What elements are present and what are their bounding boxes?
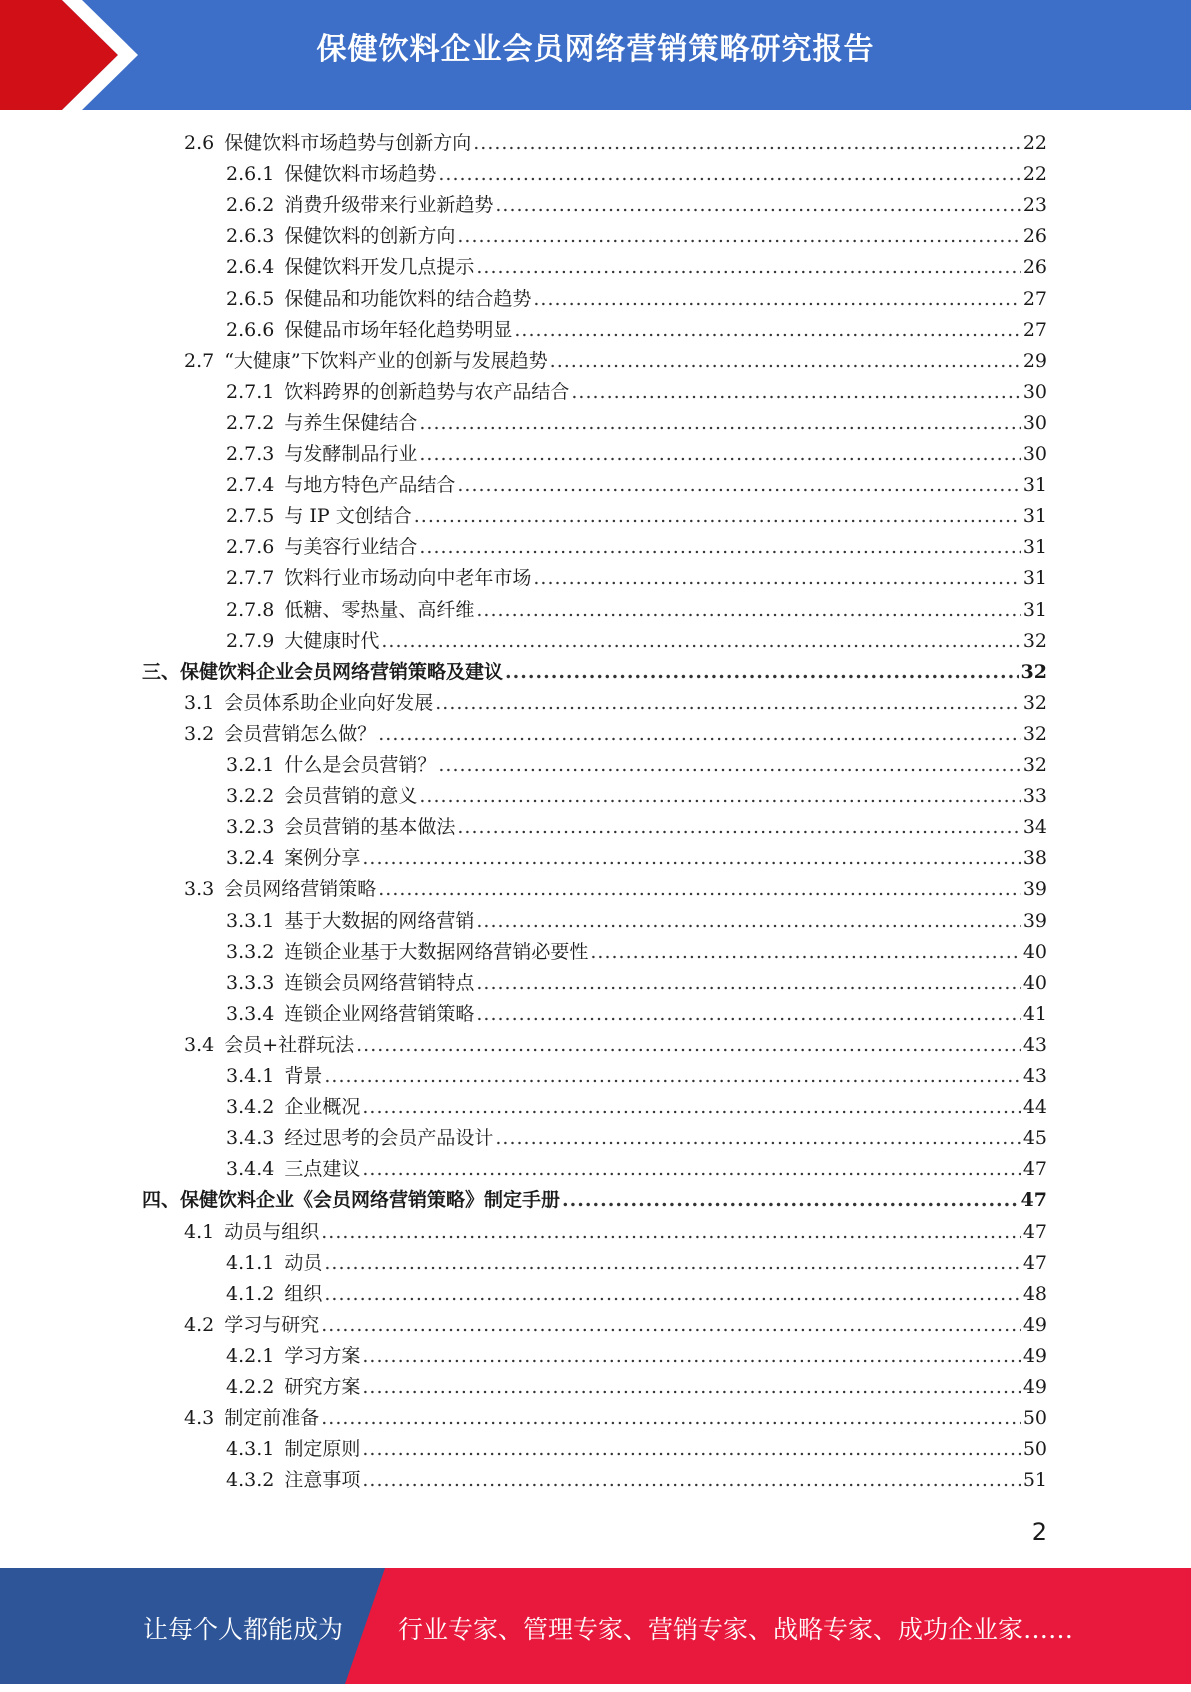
toc-leader-dots <box>419 532 1020 563</box>
toc-entry-number: 3.1 <box>184 691 215 714</box>
toc-entry-page: 41 <box>1022 1002 1047 1025</box>
toc-leader-dots <box>321 1217 1021 1248</box>
toc-leader-dots <box>414 501 1021 532</box>
toc-entry-page: 31 <box>1022 536 1047 559</box>
toc-entry-label: 会员营销的意义 <box>284 785 418 808</box>
toc-entry[interactable] <box>0 346 1047 377</box>
toc-entry-page: 51 <box>1022 1469 1047 1492</box>
toc-leader-dots <box>476 906 1020 937</box>
toc-entry[interactable] <box>0 1123 1047 1154</box>
toc-leader-dots <box>495 190 1020 221</box>
toc-entry[interactable] <box>0 1434 1047 1465</box>
toc-entry-label: 会员体系助企业向好发展 <box>224 691 434 714</box>
page-footer <box>0 1568 1191 1684</box>
toc-entry-number: 2.6.4 <box>226 256 275 279</box>
footer-slogan-left: 让每个人都能成为 <box>143 1615 344 1644</box>
toc-entry-label: 企业概况 <box>284 1096 361 1119</box>
toc-entry-label: 动员与组织 <box>224 1220 320 1243</box>
toc-entry-label: 保健饮料市场趋势与创新方向 <box>224 132 472 154</box>
toc-entry[interactable] <box>0 408 1047 439</box>
toc-entry-label: 连锁企业网络营销策略 <box>284 1002 475 1025</box>
toc-leader-dots <box>457 470 1020 501</box>
toc-leader-dots <box>562 1185 1019 1216</box>
toc-entry[interactable] <box>0 470 1047 501</box>
toc-entry-number: 3.3.3 <box>226 971 275 994</box>
toc-leader-dots <box>457 221 1020 252</box>
toc-entry-number: 4.1 <box>184 1220 215 1243</box>
toc-entry-label: 保健饮料市场趋势 <box>284 163 437 186</box>
toc-entry-number: 3.4.3 <box>226 1127 275 1150</box>
toc-entry-label: 什么是会员营销？ <box>284 754 437 776</box>
toc-leader-dots <box>533 563 1020 594</box>
toc-leader-dots <box>435 688 1021 719</box>
toc-entry-label: 学习与研究 <box>224 1313 320 1336</box>
toc-leader-dots <box>438 750 1020 781</box>
toc-entry-number: 3.3.1 <box>226 909 275 932</box>
toc-entry-label: 会员营销怎么做？ <box>224 722 377 745</box>
toc-entry[interactable] <box>0 657 1047 688</box>
toc-entry-page: 47 <box>1022 1220 1047 1243</box>
footer-slogan-right: 行业专家、管理专家、营销专家、战略专家、成功企业家…… <box>398 1615 1074 1644</box>
toc-entry[interactable] <box>0 1341 1047 1372</box>
toc-entry-number: 3.2.2 <box>226 785 275 808</box>
toc-leader-dots <box>438 159 1020 190</box>
toc-entry-number: 4.1.2 <box>226 1282 275 1305</box>
toc-entry[interactable] <box>0 221 1047 252</box>
toc-entry[interactable] <box>0 1217 1047 1248</box>
toc-entry-label: 动员 <box>284 1251 323 1274</box>
toc-entry[interactable] <box>0 1092 1047 1123</box>
toc-entry-page: 32 <box>1020 660 1047 683</box>
toc-entry-page: 49 <box>1022 1344 1047 1367</box>
toc-entry-page: 49 <box>1022 1376 1047 1398</box>
toc-entry[interactable] <box>0 968 1047 999</box>
toc-entry-page: 50 <box>1022 1438 1047 1461</box>
toc-entry-number: 2.7.6 <box>226 536 275 559</box>
toc-entry-page: 47 <box>1022 1158 1047 1181</box>
document-title: 保健饮料企业会员网络营销策略研究报告 <box>316 32 875 67</box>
toc-entry[interactable] <box>0 1248 1047 1279</box>
toc-entry-page: 26 <box>1022 256 1047 279</box>
toc-entry-page: 39 <box>1022 878 1047 901</box>
toc-entry-label: 大健康时代 <box>284 629 380 652</box>
toc-leader-dots <box>362 1154 1020 1185</box>
toc-leader-dots <box>362 1434 1020 1465</box>
toc-entry-number: 4.3 <box>184 1407 215 1430</box>
toc-entry-label: 制定前准备 <box>224 1407 320 1430</box>
toc-entry-number: 3.4.2 <box>226 1096 275 1119</box>
toc-entry-label: 制定原则 <box>284 1438 361 1461</box>
toc-leader-dots <box>324 1279 1020 1310</box>
toc-entry-number: 3.3 <box>184 878 215 901</box>
toc-leader-dots <box>381 626 1020 657</box>
toc-entry-number: 4.2.1 <box>226 1344 275 1367</box>
toc-entry-number: 2.7.2 <box>226 411 275 434</box>
toc-entry-page: 30 <box>1022 411 1047 434</box>
toc-entry-page: 38 <box>1022 847 1047 870</box>
toc-entry-number: 2.6.3 <box>226 225 275 248</box>
toc-entry-label: 消费升级带来行业新趋势 <box>284 194 494 217</box>
toc-leader-dots <box>476 595 1020 626</box>
toc-entry-page: 31 <box>1022 598 1047 621</box>
toc-leader-dots <box>476 968 1020 999</box>
toc-entry-page: 26 <box>1022 225 1047 248</box>
toc-entry-number: 2.7.7 <box>226 567 275 590</box>
toc-entry-number: 2.6.2 <box>226 194 275 217</box>
toc-entry-label: 与养生保健结合 <box>284 411 418 434</box>
toc-entry[interactable] <box>0 719 1047 750</box>
toc-entry-page: 49 <box>1022 1313 1047 1336</box>
toc-entry[interactable] <box>0 1310 1047 1341</box>
toc-leader-dots <box>324 1061 1020 1092</box>
toc-entry-number: 3.2.1 <box>226 754 275 776</box>
toc-entry-label: 会员+社群玩法 <box>224 1033 355 1056</box>
toc-entry-number: 3.2 <box>184 722 215 745</box>
toc-entry[interactable] <box>0 439 1047 470</box>
toc-leader-dots <box>514 315 1020 346</box>
toc-entry-label: 三、保健饮料企业会员网络营销策略及建议 <box>142 660 504 683</box>
toc-entry-page: 47 <box>1022 1251 1047 1274</box>
toc-leader-dots <box>419 781 1020 812</box>
toc-entry-number: 2.7.8 <box>226 598 275 621</box>
toc-entry-page: 45 <box>1022 1127 1047 1150</box>
toc-entry-label: 连锁会员网络营销特点 <box>284 971 475 994</box>
toc-entry-label: 研究方案 <box>284 1376 361 1398</box>
toc-entry[interactable] <box>0 1061 1047 1092</box>
toc-leader-dots <box>495 1123 1020 1154</box>
toc-leader-dots <box>362 843 1020 874</box>
toc-entry-number: 2.6.5 <box>226 287 275 310</box>
toc-entry-page: 47 <box>1020 1189 1047 1212</box>
toc-leader-dots <box>362 1465 1020 1496</box>
toc-entry[interactable] <box>0 874 1047 905</box>
toc-entry[interactable] <box>0 937 1047 968</box>
toc-leader-dots <box>476 999 1020 1030</box>
toc-entry-page: 32 <box>1022 754 1047 776</box>
toc-entry[interactable] <box>0 1403 1047 1434</box>
toc-entry-page: 33 <box>1022 785 1047 808</box>
toc-entry-number: 2.7 <box>184 349 215 372</box>
toc-entry[interactable] <box>0 688 1047 719</box>
toc-entry-page: 40 <box>1022 940 1047 963</box>
toc-entry-number: 4.3.2 <box>226 1469 275 1492</box>
toc-entry-label: 组织 <box>284 1282 323 1305</box>
toc-entry-page: 32 <box>1022 722 1047 745</box>
toc-entry-number: 2.7.1 <box>226 380 275 403</box>
toc-entry-number: 3.3.4 <box>226 1002 275 1025</box>
toc-leader-dots <box>590 937 1020 968</box>
toc-leader-dots <box>473 128 1021 159</box>
toc-entry-number: 2.6.1 <box>226 163 275 186</box>
toc-entry-number: 4.3.1 <box>226 1438 275 1461</box>
toc-entry-label: 饮料跨界的创新趋势与农产品结合 <box>284 380 570 403</box>
toc-entry-number: 4.2 <box>184 1313 215 1336</box>
toc-entry[interactable] <box>0 501 1047 532</box>
toc-leader-dots <box>356 1030 1021 1061</box>
toc-entry-label: 低糖、零热量、高纤维 <box>284 598 475 621</box>
toc-entry-page: 27 <box>1022 318 1047 341</box>
toc-leader-dots <box>571 377 1020 408</box>
toc-entry-number: 2.7.3 <box>226 443 275 465</box>
toc-leader-dots <box>457 812 1020 843</box>
toc-entry-page: 32 <box>1022 691 1047 714</box>
toc-entry-page: 34 <box>1022 816 1047 839</box>
toc-entry-page: 30 <box>1022 380 1047 403</box>
toc-leader-dots <box>321 1403 1021 1434</box>
toc-leader-dots <box>419 439 1020 470</box>
toc-entry-label: 会员营销的基本做法 <box>284 816 456 839</box>
toc-leader-dots <box>378 719 1021 750</box>
toc-entry[interactable] <box>0 128 1047 159</box>
toc-entry-page: 27 <box>1022 287 1047 310</box>
toc-entry-label: 与地方特色产品结合 <box>284 474 456 497</box>
toc-entry-number: 2.7.5 <box>226 505 275 528</box>
toc-entry[interactable] <box>0 1372 1047 1403</box>
toc-entry[interactable] <box>0 315 1047 346</box>
toc-entry-page: 22 <box>1022 132 1047 154</box>
toc-entry-label: 背景 <box>284 1065 323 1087</box>
toc-entry[interactable] <box>0 159 1047 190</box>
toc-entry-number: 2.7.9 <box>226 629 275 652</box>
toc-entry-label: 基于大数据的网络营销 <box>284 909 475 932</box>
toc-entry[interactable] <box>0 532 1047 563</box>
toc-entry-number: 2.7.4 <box>226 474 275 497</box>
toc-entry[interactable] <box>0 1154 1047 1185</box>
toc-entry-page: 31 <box>1022 567 1047 590</box>
toc-leader-dots <box>419 408 1020 439</box>
toc-entry-label: 三点建议 <box>284 1158 361 1181</box>
toc-entry-label: 与 IP 文创结合 <box>284 505 412 528</box>
toc-entry-label: 连锁企业基于大数据网络营销必要性 <box>284 940 589 963</box>
toc-entry-label: 经过思考的会员产品设计 <box>284 1127 494 1150</box>
toc-entry[interactable] <box>0 1030 1047 1061</box>
toc-entry[interactable] <box>0 563 1047 594</box>
toc-entry-label: 保健品市场年轻化趋势明显 <box>284 318 513 341</box>
toc-entry[interactable] <box>0 377 1047 408</box>
toc-entry-label: 四、保健饮料企业《会员网络营销策略》制定手册 <box>142 1189 561 1212</box>
toc-entry-label: 会员网络营销策略 <box>224 878 377 901</box>
toc-leader-dots <box>476 252 1020 283</box>
toc-entry-page: 22 <box>1022 163 1047 186</box>
toc-entry[interactable] <box>0 812 1047 843</box>
toc-entry-number: 4.2.2 <box>226 1376 275 1398</box>
toc-leader-dots <box>378 874 1021 905</box>
toc-entry-page: 23 <box>1022 194 1047 217</box>
toc-entry-number: 2.6.6 <box>226 318 275 341</box>
toc-leader-dots <box>505 657 1019 688</box>
toc-entry-label: 学习方案 <box>284 1344 361 1367</box>
toc-entry[interactable] <box>0 1185 1047 1216</box>
toc-entry-page: 31 <box>1022 505 1047 528</box>
toc-entry[interactable] <box>0 626 1047 657</box>
toc-entry-number: 4.1.1 <box>226 1251 275 1274</box>
toc-entry-page: 31 <box>1022 474 1047 497</box>
toc-leader-dots <box>362 1092 1020 1123</box>
toc-entry-page: 29 <box>1022 349 1047 372</box>
toc-entry[interactable] <box>0 284 1047 315</box>
toc-entry-label: “大健康”下饮料产业的创新与发展趋势 <box>224 349 548 372</box>
toc-entry[interactable] <box>0 1465 1047 1496</box>
toc-entry-label: 饮料行业市场动向中老年市场 <box>284 567 532 590</box>
toc-entry-page: 32 <box>1022 629 1047 652</box>
toc-entry-label: 与发酵制品行业 <box>284 443 418 465</box>
toc-entry-label: 注意事项 <box>284 1469 361 1492</box>
toc-entry[interactable] <box>0 999 1047 1030</box>
toc-entry-page: 50 <box>1022 1407 1047 1430</box>
toc-entry-number: 3.4 <box>184 1033 215 1056</box>
toc-entry-page: 48 <box>1022 1282 1047 1305</box>
toc-entry-label: 保健品和功能饮料的结合趋势 <box>284 287 532 310</box>
toc-entry-label: 与美容行业结合 <box>284 536 418 559</box>
toc-entry-page: 40 <box>1022 971 1047 994</box>
toc-entry[interactable] <box>0 595 1047 626</box>
toc-leader-dots <box>550 346 1021 377</box>
page-header <box>0 0 1191 110</box>
toc-entry-label: 案例分享 <box>284 847 361 870</box>
toc-entry-number: 3.4.1 <box>226 1065 275 1087</box>
toc-leader-dots <box>362 1341 1020 1372</box>
toc-entry-number: 3.4.4 <box>226 1158 275 1181</box>
toc-entry[interactable] <box>0 843 1047 874</box>
toc-entry-page: 43 <box>1022 1033 1047 1056</box>
toc-entry-page: 30 <box>1022 443 1047 465</box>
toc-leader-dots <box>321 1310 1021 1341</box>
toc-entry-number: 3.2.4 <box>226 847 275 870</box>
toc-entry[interactable] <box>0 1279 1047 1310</box>
toc-entry[interactable] <box>0 750 1047 781</box>
toc-leader-dots <box>362 1372 1020 1403</box>
toc-entry-page: 39 <box>1022 909 1047 932</box>
toc-entry[interactable] <box>0 252 1047 283</box>
toc-entry-number: 3.2.3 <box>226 816 275 839</box>
toc-entry-number: 2.6 <box>184 132 215 154</box>
toc-entry[interactable] <box>0 781 1047 812</box>
toc-entry-label: 保健饮料开发几点提示 <box>284 256 475 279</box>
page-number: 2 <box>1031 1518 1047 1546</box>
toc-leader-dots <box>533 284 1020 315</box>
toc-entry[interactable] <box>0 906 1047 937</box>
toc-entry-page: 43 <box>1022 1065 1047 1087</box>
toc-entry-label: 保健饮料的创新方向 <box>284 225 456 248</box>
toc-entry-page: 44 <box>1022 1096 1047 1119</box>
toc-entry[interactable] <box>0 190 1047 221</box>
toc-entry-number: 3.3.2 <box>226 940 275 963</box>
toc-leader-dots <box>324 1248 1020 1279</box>
